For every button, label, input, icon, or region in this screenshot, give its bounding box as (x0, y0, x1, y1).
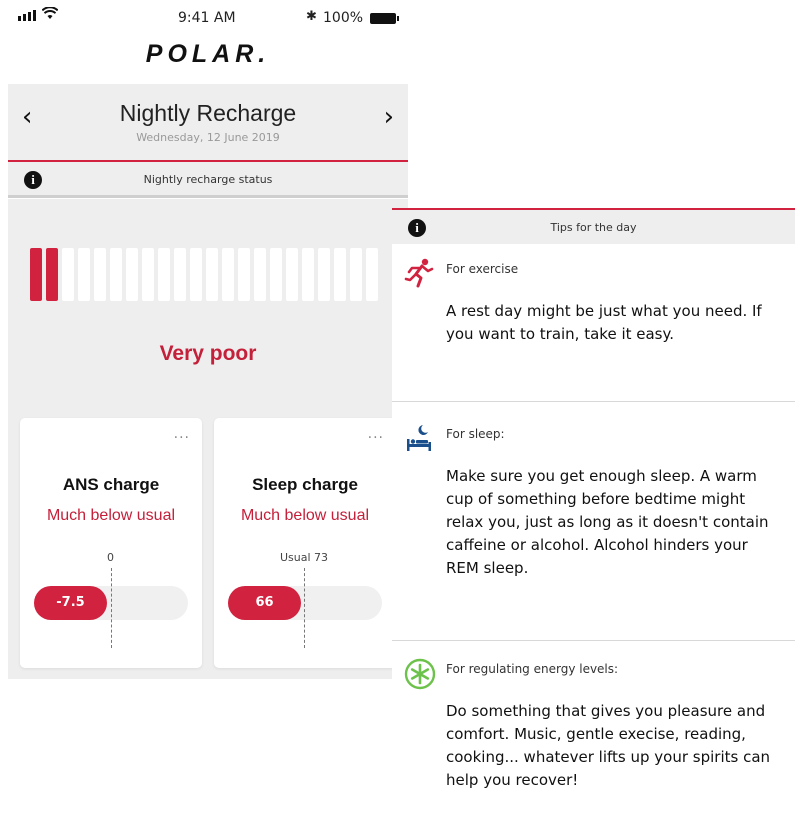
energy-asterisk-icon (404, 658, 432, 686)
page-title: Nightly Recharge (119, 100, 297, 126)
scale-bar-filled (46, 248, 58, 301)
tips-header[interactable] (392, 208, 795, 244)
tip-text: Do something that gives you pleasure and comfort. Music, gentle execise, reading, cooking... whatever lifts up your spirits can help you recover! (446, 702, 771, 789)
scale-bar-empty (206, 248, 218, 301)
card-title: ANS charge (62, 475, 160, 494)
scale-bar-empty (222, 248, 234, 301)
brand-logo: POLAR. (145, 40, 271, 68)
status-bar (8, 0, 408, 36)
recharge-rating: Very poor (159, 342, 257, 365)
scale-bar-empty (334, 248, 346, 301)
scale-bar-empty (190, 248, 202, 301)
chevron-right-icon[interactable]: › (383, 102, 394, 132)
battery-icon (370, 13, 396, 24)
card-subtitle: Much below usual (46, 507, 176, 524)
nightly-recharge-screen (8, 0, 408, 690)
tip-category: For regulating energy levels: (446, 662, 619, 676)
page-date: Wednesday, 12 June 2019 (136, 131, 280, 144)
page-header (8, 84, 408, 162)
scale-bar-empty (318, 248, 330, 301)
scale-bar-filled (30, 248, 42, 301)
scale-bar-empty (302, 248, 314, 301)
card-reference: 0 (107, 551, 114, 564)
tip-text: A rest day might be just what you need. If you want to train, take it easy. (446, 302, 762, 343)
divider (392, 401, 795, 402)
charge-value: -7.5 (34, 586, 107, 620)
tip-text: Make sure you get enough sleep. A warm cup of something before bedtime might relax you, just as long as it doesn't contain caffeine or alcohol. Alcohol hinders your REM sleep. (446, 467, 769, 577)
bluetooth-icon: ✱ (306, 9, 317, 24)
charge-track (228, 586, 382, 620)
tips-header-label: Tips for the day (550, 221, 637, 234)
scale-bar-empty (158, 248, 170, 301)
sleep-charge-card[interactable] (214, 418, 396, 668)
recharge-content (8, 199, 408, 679)
scale-bar-empty (350, 248, 362, 301)
recharge-status-strip[interactable] (8, 162, 408, 198)
battery-percent: 100% (323, 10, 364, 26)
info-icon[interactable]: i (408, 219, 426, 237)
running-person-icon (404, 258, 432, 286)
reference-line (304, 568, 305, 648)
ans-charge-card[interactable] (20, 418, 202, 668)
scale-bar-empty (126, 248, 138, 301)
scale-bar-empty (62, 248, 74, 301)
reference-line (111, 568, 112, 648)
scale-bar-empty (110, 248, 122, 301)
signal-icon (18, 10, 36, 21)
scale-bar-empty (174, 248, 186, 301)
scale-bar-empty (142, 248, 154, 301)
scale-bar-empty (270, 248, 282, 301)
more-options-icon[interactable]: ... (367, 426, 384, 442)
divider (392, 640, 795, 641)
scale-bar-empty (238, 248, 250, 301)
tip-category: For sleep: (446, 427, 505, 441)
status-time: 9:41 AM (178, 10, 236, 26)
scale-bar-empty (286, 248, 298, 301)
tip-category: For exercise (446, 262, 519, 276)
scale-bar-empty (254, 248, 266, 301)
scale-bar-empty (78, 248, 90, 301)
recharge-scale (30, 248, 378, 301)
card-reference: Usual 73 (280, 551, 329, 564)
bed-moon-icon (404, 423, 432, 451)
more-options-icon[interactable]: ... (173, 426, 190, 442)
card-subtitle: Much below usual (240, 507, 370, 524)
info-icon[interactable]: i (24, 171, 42, 189)
scale-bar-empty (94, 248, 106, 301)
card-title: Sleep charge (252, 475, 358, 494)
recharge-status-label: Nightly recharge status (143, 173, 273, 186)
wifi-icon (42, 7, 58, 24)
tips-panel (392, 208, 795, 820)
chevron-left-icon[interactable]: ‹ (22, 102, 33, 132)
scale-bar-empty (366, 248, 378, 301)
charge-value: 66 (228, 586, 301, 620)
